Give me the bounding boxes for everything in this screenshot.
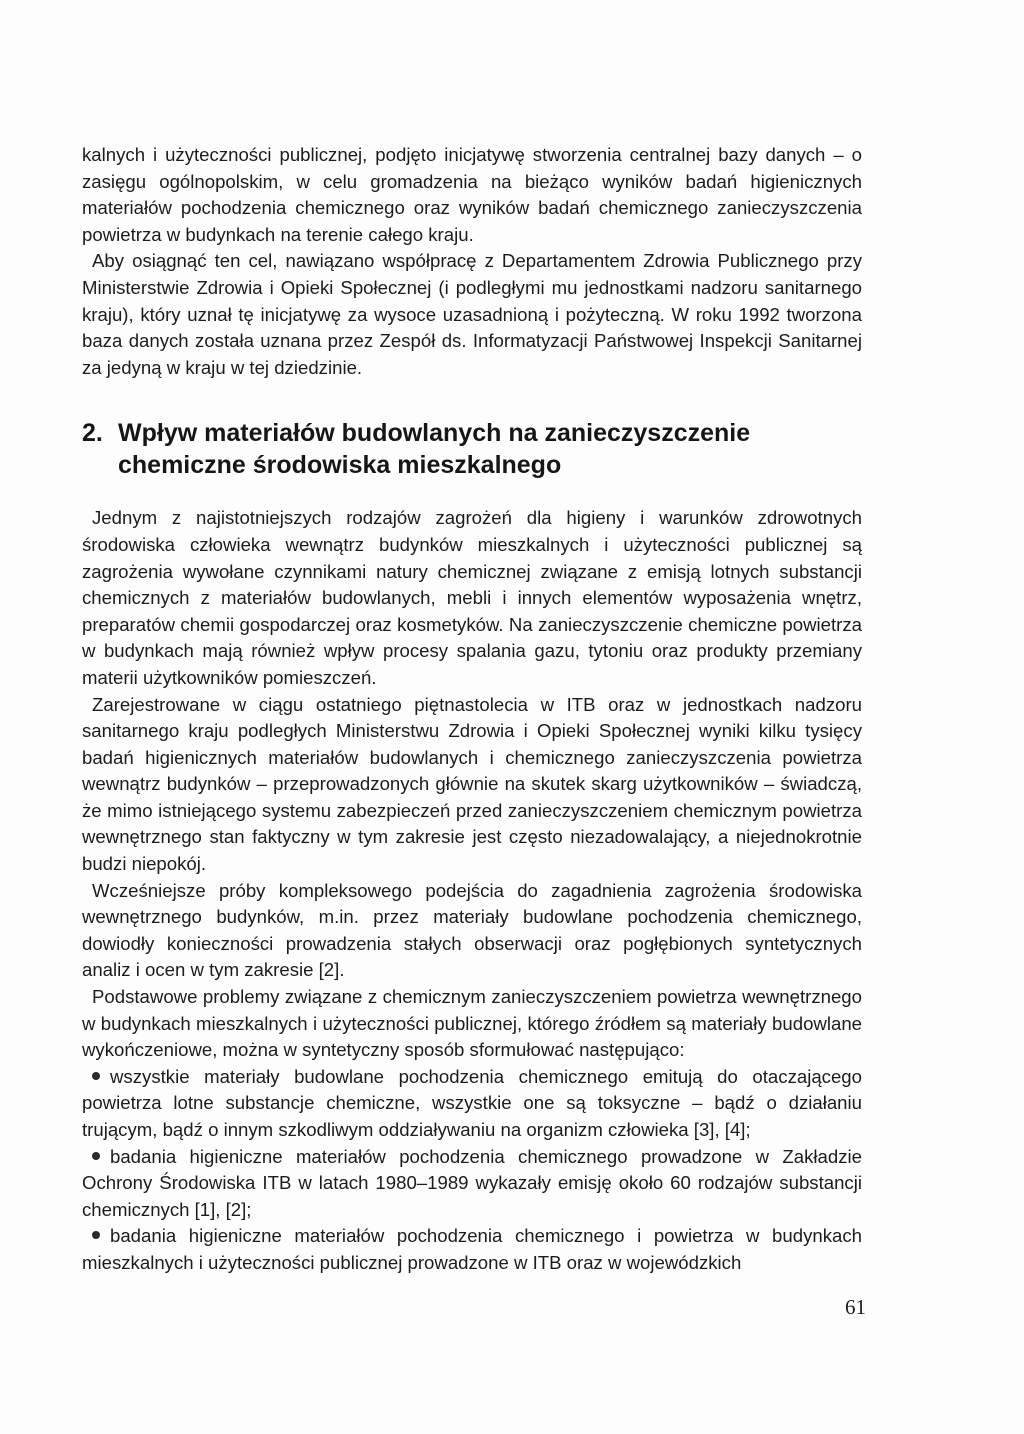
paragraph-1: kalnych i użyteczności publicznej, podjęto inicjatywę stworzenia centralnej bazy danych – o zasięgu ogólnopolskim, w celu gromadzenia na bieżąco wyników badań higienicznych materiałów pochodzenia chemicznego oraz wyników badań chemicznego zanieczyszczenia powietrza w budynkach na terenie całego kraju. bbox=[82, 144, 862, 245]
section-heading bbox=[82, 417, 862, 481]
list-item-text: badania higieniczne materiałów pochodzenia chemicznego i powietrza w budynkach mieszkalnych i użyteczności publicznej prowadzone w ITB oraz w wojewódzkich bbox=[82, 1225, 862, 1273]
paragraph-2: Aby osiągnąć ten cel, nawiązano współpracę z Departamentem Zdrowia Publicznego przy Ministerstwie Zdrowia i Opieki Społecznej (i podległymi mu jednostkami nadzoru sanitarnego kraju), który uznał tę inicjatywę za wysoce uzasadnioną i pożyteczną. W roku 1992 tworzona baza danych została uznana przez Zespół ds. Informatyzacji Państwowej Inspekcji Sanitarnej za jedyną w kraju w tej dziedzinie. bbox=[82, 250, 862, 378]
paragraph-5: Wcześniejsze próby kompleksowego podejścia do zagadnienia zagrożenia środowiska wewnętrznego budynków, m.in. przez materiały budowlane pochodzenia chemicznego, dowiodły konieczności prowadzenia stałych obserwacji oraz pogłębionych syntetycznych analiz i ocen w tym zakresie [2]. bbox=[82, 879, 862, 981]
bullet-icon bbox=[92, 1152, 100, 1160]
paragraph-6: Podstawowe problemy związane z chemicznym zanieczyszczeniem powietrza wewnętrznego w budynkach mieszkalnych i użyteczności publicznej, którego źródłem są materiały budowlane wykończeniowe, można w syntetyczny sposób sformułować następująco: bbox=[82, 986, 862, 1061]
section-title-line-1: Wpływ materiałów budowlanych na zanieczyszczenie bbox=[118, 419, 751, 448]
section-title bbox=[118, 417, 862, 481]
page-content bbox=[82, 142, 862, 1277]
paragraph-3: Jednym z najistotniejszych rodzajów zagrożeń dla higieny i warunków zdrowotnych środowiska człowieka wewnątrz budynków mieszkalnych i użyteczności publicznej są zagrożenia wywołane czynnikami natury chemicznej związane z emisją lotnych substancji chemicznych z materiałów budowlanych, mebli i innych elementów wyposażenia wnętrz, preparatów chemii gospodarczej oraz kosmetyków. Na zanieczyszczenie chemiczne powietrza w budynkach mają również wpływ procesy spalania gazu, tytoniu oraz produkty przemiany materii użytkowników pomieszczeń. bbox=[82, 507, 862, 688]
section-number: 2. bbox=[82, 419, 103, 448]
list-item bbox=[82, 1064, 862, 1144]
list-item bbox=[82, 1144, 862, 1224]
list-item bbox=[82, 1223, 862, 1276]
section-body bbox=[82, 505, 862, 1276]
bullet-list bbox=[82, 1064, 862, 1277]
paragraph-4: Zarejestrowane w ciągu ostatniego piętnastolecia w ITB oraz w jednostkach nadzoru sanitarnego kraju podległych Ministerstwu Zdrowia i Opieki Społecznej wyniki kilku tysięcy badań higienicznych materiałów budowlanych i chemicznego zanieczyszczenia powietrza wewnątrz budynków – przeprowadzonych głównie na skutek skarg użytkowników – świadczą, że mimo istniejącego systemu zabezpieczeń przed zanieczyszczeniem chemicznym powietrza wewnętrznego stan faktyczny w tym zakresie jest często niezadowalający, a niejednokrotnie budzi niepokój. bbox=[82, 693, 862, 875]
list-item-text: wszystkie materiały budowlane pochodzenia chemicznego emitują do otaczającego powietrza lotne substancje chemiczne, wszystkie one są toksyczne – bądź o działaniu trującym, bądź o innym szkodliwym oddziaływaniu na organizm człowieka [3], [4]; bbox=[82, 1065, 862, 1140]
list-item-text: badania higieniczne materiałów pochodzenia chemicznego prowadzone w Zakładzie Ochrony Środowiska ITB w latach 1980–1989 wykazały emisję około 60 rodzajów substancji chemicznych [1], [2]; bbox=[82, 1145, 862, 1220]
page-number: 61 bbox=[845, 1295, 866, 1319]
bullet-icon bbox=[92, 1231, 100, 1239]
section-title-line-2: chemiczne środowiska mieszkalnego bbox=[118, 451, 562, 480]
bullet-icon bbox=[92, 1072, 100, 1080]
